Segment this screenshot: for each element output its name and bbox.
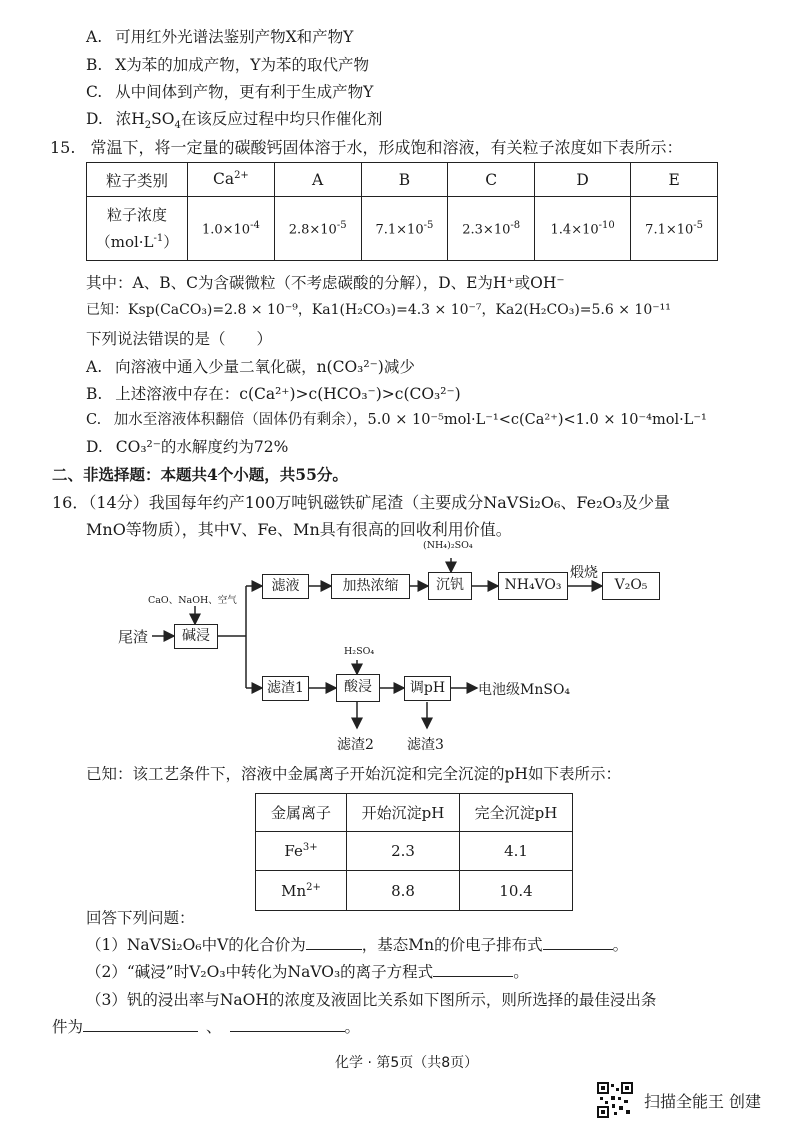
residue-2: 滤渣2 [337,737,374,753]
reagent-ammonium-sulfate: (NH₄)₂SO₄ [423,540,473,551]
ph-table-header: 金属离子 [256,794,347,832]
answer-blank[interactable] [83,1017,198,1032]
box-acid-leach: 酸浸 [336,674,380,702]
label-calcination: 煅烧 [570,565,598,581]
q14-option-b: B. X为苯的加成产物，Y为苯的取代产物 [86,56,370,74]
table-cell-value: $1.0\times 10^{-4}$ [188,197,275,261]
answer-blank[interactable] [306,935,362,950]
q14-option-a: A. 可用红外光谱法鉴别产物X和产物Y [86,28,354,46]
table-col-head: B [361,163,448,197]
table-col-head: C [448,163,535,197]
box-heat-concentrate: 加热浓缩 [331,574,410,599]
q16-known2: 已知：该工艺条件下，溶液中金属离子开始沉淀和完全沉淀的pH如下表所示： [86,765,621,783]
q15-option-d: D. CO₃²⁻的水解度约为72% [86,438,289,456]
box-filtrate: 滤液 [262,574,309,599]
box-alkali-leach: 碱浸 [174,624,218,649]
q15-option-b: B. 上述溶液中存在：c(Ca²⁺)>c(HCO₃⁻)>c(CO₃²⁻) [86,385,461,403]
table-cell-value: $1.4\times 10^{-10}$ [535,197,631,261]
q15-option-a: A. 向溶液中通入少量二氧化碳，n(CO₃²⁻)减少 [86,358,415,376]
box-nh4vo3: NH₄VO₃ [498,572,568,600]
qr-code-icon [597,1082,633,1118]
ph-table-cell: 2.3 [347,832,460,871]
reagent-sulfuric-acid: H₂SO₄ [344,646,375,657]
sub-question-1: （1）NaVSi₂O₆中V的化合价为 ，基态Mn的价电子排布式 。 [86,936,629,954]
watermark-text: 扫描全能王 创建 [643,1091,762,1111]
table-cell-value: $2.3\times 10^{-8}$ [448,197,535,261]
q16-intro-line1: 16．（14分）我国每年约产100万吨钒磁铁矿尾渣（主要成分NaVSi₂O₆、Fe₂O₃及少量 [52,493,671,512]
q14-option-c: C. 从中间体到产物，更有利于生成产物Y [86,83,374,101]
sub-question-3-line2: 件为 、 。 [52,1018,361,1036]
table-head-species: 粒子类别 [87,163,188,197]
q15-option-c: C. 加水至溶液体积翻倍（固体仍有剩余），5.0 × 10⁻⁵mol·L⁻¹<c(Ca²⁺)<1.0 × 10⁻⁴mol·L⁻¹ [86,412,707,428]
ph-table-header: 完全沉淀pH [460,794,573,832]
table-cell-value: $2.8\times 10^{-5}$ [274,197,361,261]
table-col-head: E [631,163,718,197]
q15-stem: 15. 常温下，将一定量的碳酸钙固体溶于水，形成饱和溶液，有关粒子浓度如下表所示： [50,138,683,157]
answer-blank[interactable] [230,1017,345,1032]
q16-intro-line2: MnO等物质），其中V、Fe、Mn具有很高的回收利用价值。 [86,520,512,539]
table-col-head: $Ca^{2+}$ [188,163,275,197]
box-v2o5: V₂O₅ [602,572,660,600]
ph-table-cell: 4.1 [460,832,573,871]
q15-known: 已知：Ksp(CaCO₃)=2.8 × 10⁻⁹，Ka1(H₂CO₃)=4.3 × 10⁻⁷，Ka2(H₂CO₃)=5.6 × 10⁻¹¹ [86,302,671,318]
box-residue-1: 滤渣1 [262,676,309,701]
sub-question-2: （2）“碱浸”时V₂O₃中转化为NaVO₃的离子方程式 。 [86,963,529,981]
watermark [597,1082,761,1118]
table-col-head: D [535,163,631,197]
ph-table-cell: 8.8 [347,871,460,911]
start-tailings: 尾渣 [118,628,149,646]
q15-ask: 下列说法错误的是（ ） [86,330,273,348]
answer-blank[interactable] [543,935,613,950]
box-vanadium-precipitation: 沉钒 [428,572,472,600]
ph-table-header: 开始沉淀pH [347,794,460,832]
box-adjust-ph: 调pH [404,676,451,701]
section-heading: 二、非选择题：本题共4个小题，共55分。 [52,465,348,484]
table-cell-value: $7.1\times 10^{-5}$ [631,197,718,261]
table-col-head: A [274,163,361,197]
q15-note: 其中：A、B、C为含碳微粒（不考虑碳酸的分解），D、E为H⁺或OH⁻ [86,274,565,292]
sub-question-3-line1: （3）钒的浸出率与NaOH的浓度及液固比关系如下图所示，则所选择的最佳浸出条 [86,991,657,1009]
product-mnso4: 电池级MnSO₄ [478,682,571,698]
reagent-cao-naoh-air: CaO、NaOH、空气 [148,595,237,606]
ph-table-cell: 10.4 [460,871,573,911]
ph-table-ion: $Fe^{3+}$ [256,832,347,871]
residue-3: 滤渣3 [407,737,444,753]
ph-table-ion: $Mn^{2+}$ [256,871,347,911]
page-footer: 化学 · 第5页（共8页） [335,1055,479,1071]
answer-blank[interactable] [433,962,513,977]
q14-option-d: D. 浓$H_2SO_4$在该反应过程中均只作催化剂 [86,110,383,132]
table-head-concentration: 粒子浓度 $(mol\cdot L^{-1})$ [87,197,188,261]
answer-intro: 回答下列问题： [86,909,195,927]
ph-table [255,793,573,911]
table-cell-value: $7.1\times 10^{-5}$ [361,197,448,261]
